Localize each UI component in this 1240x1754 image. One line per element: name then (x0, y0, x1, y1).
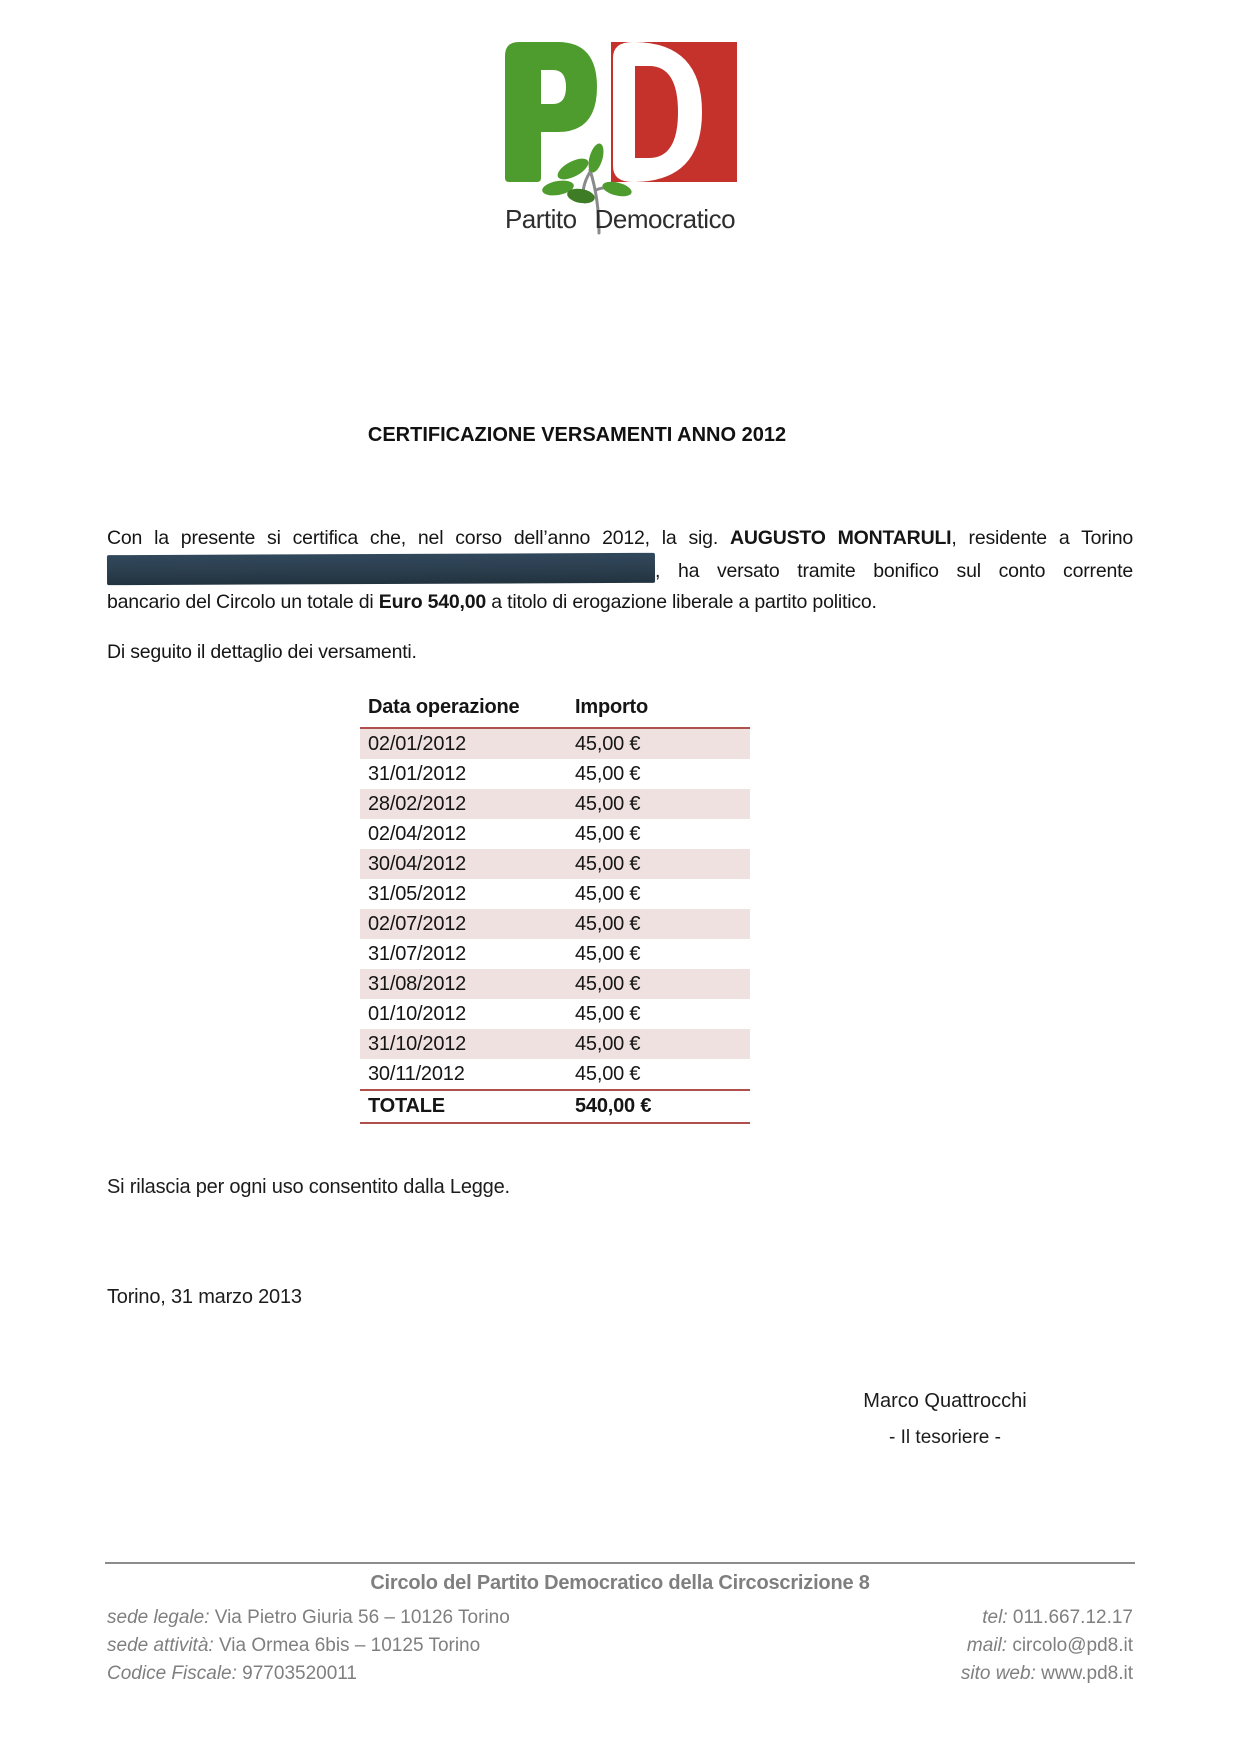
paragraph-line-1 (107, 522, 1133, 554)
cell-date: 30/11/2012 (368, 1062, 465, 1085)
field-value: Via Pietro Giuria 56 – 10126 Torino (214, 1607, 510, 1628)
footer-divider (105, 1562, 1135, 1564)
document-title: CERTIFICAZIONE VERSAMENTI ANNO 2012 (367, 424, 787, 446)
cell-amount: 45,00 € (575, 822, 641, 845)
table-row (360, 999, 750, 1029)
field-label: sito web: (960, 1663, 1036, 1684)
footer-field-tel (961, 1604, 1133, 1632)
footer-field-codice-fiscale (107, 1660, 510, 1688)
logo-wordmark-partito: Partito (504, 204, 577, 234)
table-row (360, 909, 750, 939)
cell-date: 31/01/2012 (368, 762, 467, 785)
table-row (360, 969, 750, 999)
field-value: 011.667.12.17 (1012, 1607, 1133, 1628)
field-value: Via Ormea 6bis – 10125 Torino (218, 1635, 481, 1656)
cell-date: 01/10/2012 (368, 1002, 467, 1025)
total-value: 540,00 € (567, 1090, 750, 1123)
footer-right-column (961, 1604, 1133, 1688)
table-total-row (360, 1090, 750, 1123)
detail-intro-text: Di seguito il dettaglio dei versamenti. (107, 641, 417, 663)
cell-date: 31/07/2012 (368, 942, 467, 965)
cell-date: 28/02/2012 (360, 789, 567, 819)
table-row (360, 759, 750, 789)
paragraph-line-3 (107, 586, 1133, 618)
paragraph-line-2 (107, 554, 1133, 586)
cell-amount: 45,00 € (575, 1062, 641, 1085)
place-date: Torino, 31 marzo 2013 (107, 1286, 302, 1308)
redaction-bar (107, 553, 655, 585)
total-amount-inline: Euro 540,00 (378, 591, 487, 613)
signer-name: Marco Quattrocchi (863, 1390, 1027, 1412)
column-header-amount: Importo (567, 694, 750, 728)
cell-amount: 45,00 € (567, 789, 750, 819)
field-value: www.pd8.it (1041, 1663, 1133, 1684)
body-text: bancario del Circolo un totale di (107, 591, 379, 613)
footer-field-sede-attivita (107, 1632, 510, 1660)
cell-date: 31/05/2012 (368, 882, 467, 905)
cell-date: 02/07/2012 (360, 909, 567, 939)
field-value: 97703520011 (242, 1663, 357, 1684)
footer-org-name: Circolo del Partito Democratico della Circoscrizione 8 (370, 1572, 870, 1594)
total-label: TOTALE (360, 1090, 567, 1123)
table-row (360, 879, 750, 909)
cell-amount: 45,00 € (567, 1029, 750, 1059)
column-header-date: Data operazione (360, 694, 567, 728)
body-text: a titolo di erogazione liberale a partito politico. (486, 591, 877, 613)
cell-date: 02/01/2012 (360, 728, 567, 759)
payments-table (360, 694, 750, 1124)
table-row (360, 789, 750, 819)
table-row (360, 849, 750, 879)
body-text: , ha versato tramite bonifico sul conto corrente (655, 560, 1133, 582)
cell-date: 31/10/2012 (360, 1029, 567, 1059)
cell-amount: 45,00 € (567, 909, 750, 939)
cell-date: 02/04/2012 (368, 822, 467, 845)
field-value: circolo@pd8.it (1012, 1635, 1133, 1656)
signature-block (745, 1390, 1145, 1449)
footer-left-column (107, 1604, 510, 1688)
cell-amount: 45,00 € (575, 762, 641, 785)
signer-role: - Il tesoriere - (889, 1427, 1001, 1448)
cell-amount: 45,00 € (567, 728, 750, 759)
field-label: sede legale: (107, 1607, 210, 1628)
cell-amount: 45,00 € (567, 969, 750, 999)
cell-amount: 45,00 € (575, 942, 641, 965)
body-text: , residente a Torino (951, 527, 1134, 549)
cell-amount: 45,00 € (567, 849, 750, 879)
table-row (360, 1059, 750, 1090)
field-label: mail: (966, 1635, 1008, 1656)
table-header-row (360, 694, 750, 728)
footer-field-mail (961, 1632, 1133, 1660)
cell-amount: 45,00 € (575, 882, 641, 905)
recipient-name: AUGUSTO MONTARULI (729, 527, 952, 549)
body-text: Con la presente si certifica che, nel corso dell’anno 2012, la sig. (107, 527, 730, 549)
field-label: sede attività: (107, 1635, 214, 1656)
field-label: Codice Fiscale: (107, 1663, 237, 1684)
footer-field-sede-legale (107, 1604, 510, 1632)
certification-paragraph (107, 522, 1133, 618)
logo-wordmark-democratico: Democratico (594, 204, 736, 234)
table-row (360, 1029, 750, 1059)
cell-date: 30/04/2012 (360, 849, 567, 879)
logo-wordmark (0, 204, 1240, 235)
cell-date: 31/08/2012 (360, 969, 567, 999)
table-row (360, 728, 750, 759)
table-row (360, 939, 750, 969)
release-statement: Si rilascia per ogni uso consentito dalla Legge. (107, 1176, 510, 1198)
table-row (360, 819, 750, 849)
field-label: tel: (982, 1607, 1008, 1628)
cell-amount: 45,00 € (575, 1002, 641, 1025)
footer-field-sito-web (961, 1660, 1133, 1688)
